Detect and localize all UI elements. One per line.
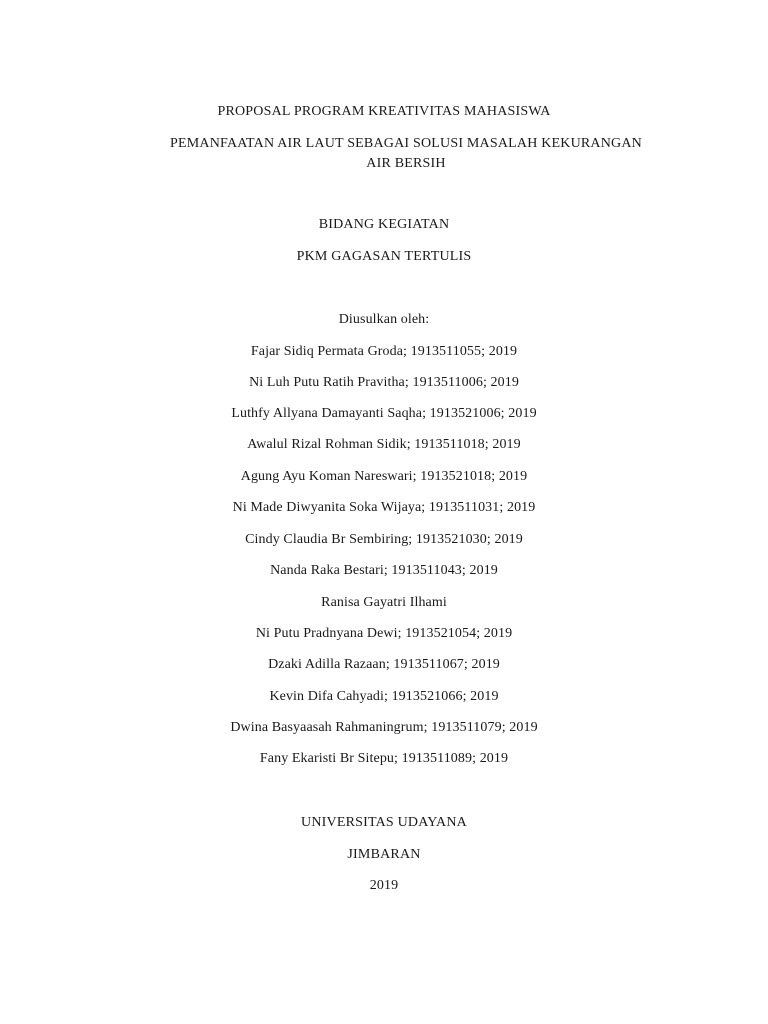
city-name: JIMBARAN [347, 847, 421, 862]
author-item: Kevin Difa Cahyadi; 1913521066; 2019 [269, 689, 499, 704]
author-item: Luthfy Allyana Damayanti Saqha; 1913521006; 2019 [231, 406, 537, 421]
author-item: Ranisa Gayatri Ilhami [321, 595, 447, 610]
author-item: Agung Ayu Koman Nareswari; 1913521018; 2019 [240, 469, 528, 484]
author-item: Dwina Basyaasah Rahmaningrum; 1913511079; 2019 [230, 720, 538, 735]
author-item: Cindy Claudia Br Sembiring; 1913521030; 2019 [245, 532, 523, 547]
author-item: Awalul Rizal Rohman Sidik; 1913511018; 2019 [247, 437, 521, 452]
author-item: Nanda Raka Bestari; 1913511043; 2019 [270, 563, 498, 578]
university-name: UNIVERSITAS UDAYANA [301, 815, 467, 830]
author-item: Fany Ekaristi Br Sitepu; 1913511089; 2019 [259, 751, 509, 766]
proposed-by-label: Diusulkan oleh: [338, 312, 430, 327]
proposal-title-line-2: AIR BERSIH [366, 156, 446, 171]
year: 2019 [369, 878, 399, 893]
activity-field-value: PKM GAGASAN TERTULIS [296, 249, 472, 264]
author-item: Ni Putu Pradnyana Dewi; 1913521054; 2019 [255, 626, 513, 641]
author-item: Dzaki Adilla Razaan; 1913511067; 2019 [268, 657, 500, 672]
author-item: Fajar Sidiq Permata Groda; 1913511055; 2019 [250, 344, 518, 359]
author-item: Ni Made Diwyanita Soka Wijaya; 1913511031; 2019 [232, 500, 536, 515]
activity-field-label: BIDANG KEGIATAN [318, 217, 450, 232]
program-heading: PROPOSAL PROGRAM KREATIVITAS MAHASISWA [217, 104, 551, 119]
author-item: Ni Luh Putu Ratih Pravitha; 1913511006; 2019 [249, 375, 519, 390]
proposal-title-line-1: PEMANFAATAN AIR LAUT SEBAGAI SOLUSI MASALAH KEKURANGAN [170, 136, 642, 151]
